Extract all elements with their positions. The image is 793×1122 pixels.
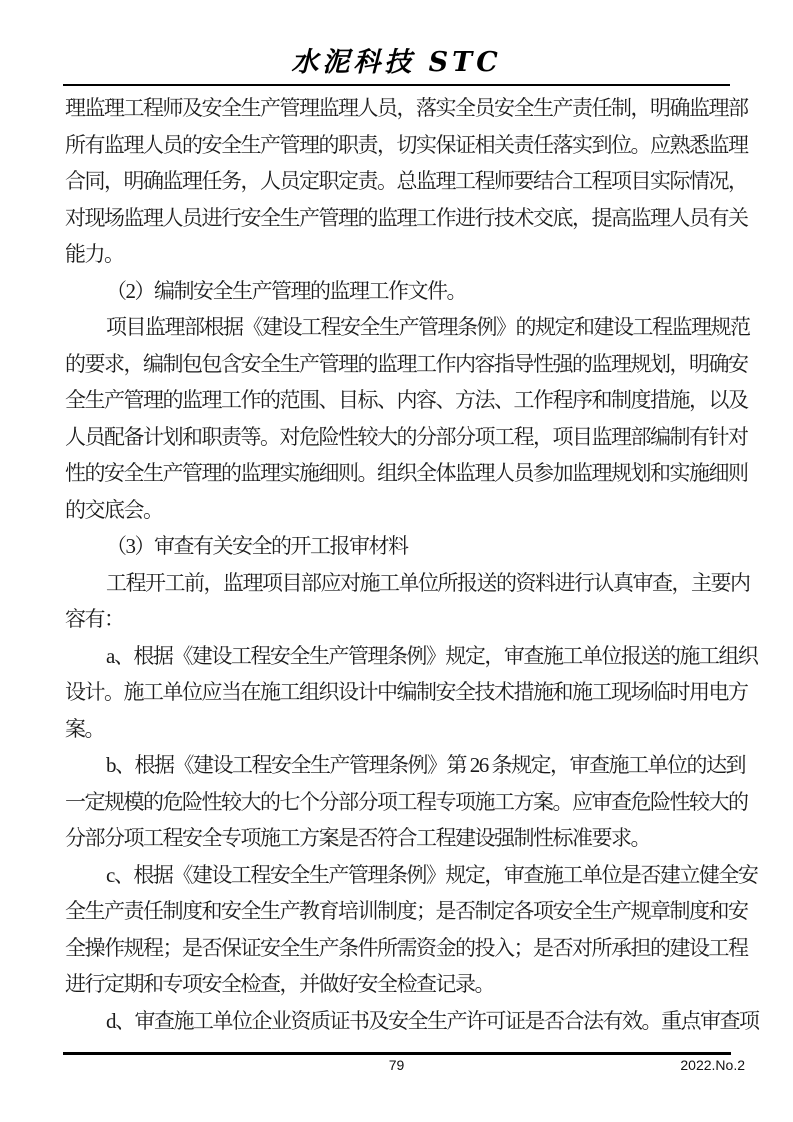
page-number: 79 bbox=[388, 1057, 405, 1073]
text-line: 案。 bbox=[65, 716, 104, 741]
footer-rule bbox=[63, 1052, 731, 1055]
text-line: 合同，明确监理任务，人员定职定责。总监理工程师要结合工程项目实际情况， bbox=[65, 169, 748, 193]
text-line: 分部分项工程安全专项施工方案是否符合工程建设强制性标准要求。 bbox=[65, 826, 650, 850]
text-line: b、根据《建设工程安全生产管理条例》第 26 条规定，审查施工单位的达到 bbox=[106, 753, 745, 777]
text-line: 进行定期和专项安全检查，并做好安全检查记录。 bbox=[65, 972, 494, 996]
text-line: 容有： bbox=[65, 607, 124, 631]
text-line: 人员配备计划和职责等。对危险性较大的分部分项工程，项目监理部编制有针对 bbox=[65, 424, 748, 449]
journal-title: 水泥科技 STC bbox=[291, 47, 502, 78]
text-line: 的要求，编制包包含安全生产管理的监理工作内容指导性强的监理规划，明确安 bbox=[65, 351, 748, 376]
text-line: 性的安全生产管理的监理实施细则。组织全体监理人员参加监理规划和实施细则 bbox=[65, 461, 748, 485]
text-line: 全操作规程；是否保证安全生产条件所需资金的投入；是否对所承担的建设工程 bbox=[65, 935, 748, 960]
text-line: 对现场监理人员进行安全生产管理的监理工作进行技术交底，提高监理人员有关 bbox=[65, 205, 748, 230]
text-line: 工程开工前，监理项目部应对施工单位所报送的资料进行认真审查，主要内 bbox=[106, 570, 750, 595]
text-line: 理监理工程师及安全生产管理监理人员，落实全员安全生产责任制，明确监理部 bbox=[65, 96, 748, 120]
text-line: 全生产责任制度和安全生产教育培训制度；是否制定各项安全生产规章制度和安 bbox=[65, 899, 748, 923]
text-line: 能力。 bbox=[65, 242, 124, 266]
text-line: a、根据《建设工程安全生产管理条例》规定，审查施工单位报送的施工组织 bbox=[106, 643, 758, 668]
text-line: 全生产管理的监理工作的范围、目标、内容、方法、工作程序和制度措施，以及 bbox=[65, 388, 748, 412]
text-line: （2）编制安全生产管理的监理工作文件。 bbox=[106, 278, 466, 303]
header-rule bbox=[63, 84, 730, 86]
text-line: c、根据《建设工程安全生产管理条例》规定，审查施工单位是否建立健全安 bbox=[106, 862, 758, 887]
body-text bbox=[65, 90, 759, 1039]
issue-number: 2022.No.2 bbox=[680, 1057, 745, 1073]
text-line: 项目监理部根据《建设工程安全生产管理条例》的规定和建设工程监理规范 bbox=[106, 315, 750, 339]
text-line: d、审查施工单位企业资质证书及安全生产许可证是否合法有效。重点审查项 bbox=[106, 1008, 759, 1033]
text-line: 所有监理人员的安全生产管理的职责，切实保证相关责任落实到位。应熟悉监理 bbox=[65, 132, 748, 157]
text-line: 的交底会。 bbox=[65, 497, 163, 522]
text-line: （3）审查有关安全的开工报审材料 bbox=[106, 534, 408, 558]
text-line: 设计。施工单位应当在施工组织设计中编制安全技术措施和施工现场临时用电方 bbox=[65, 680, 748, 704]
text-line: 一定规模的危险性较大的七个分部分项工程专项施工方案。应审查危险性较大的 bbox=[65, 789, 748, 814]
